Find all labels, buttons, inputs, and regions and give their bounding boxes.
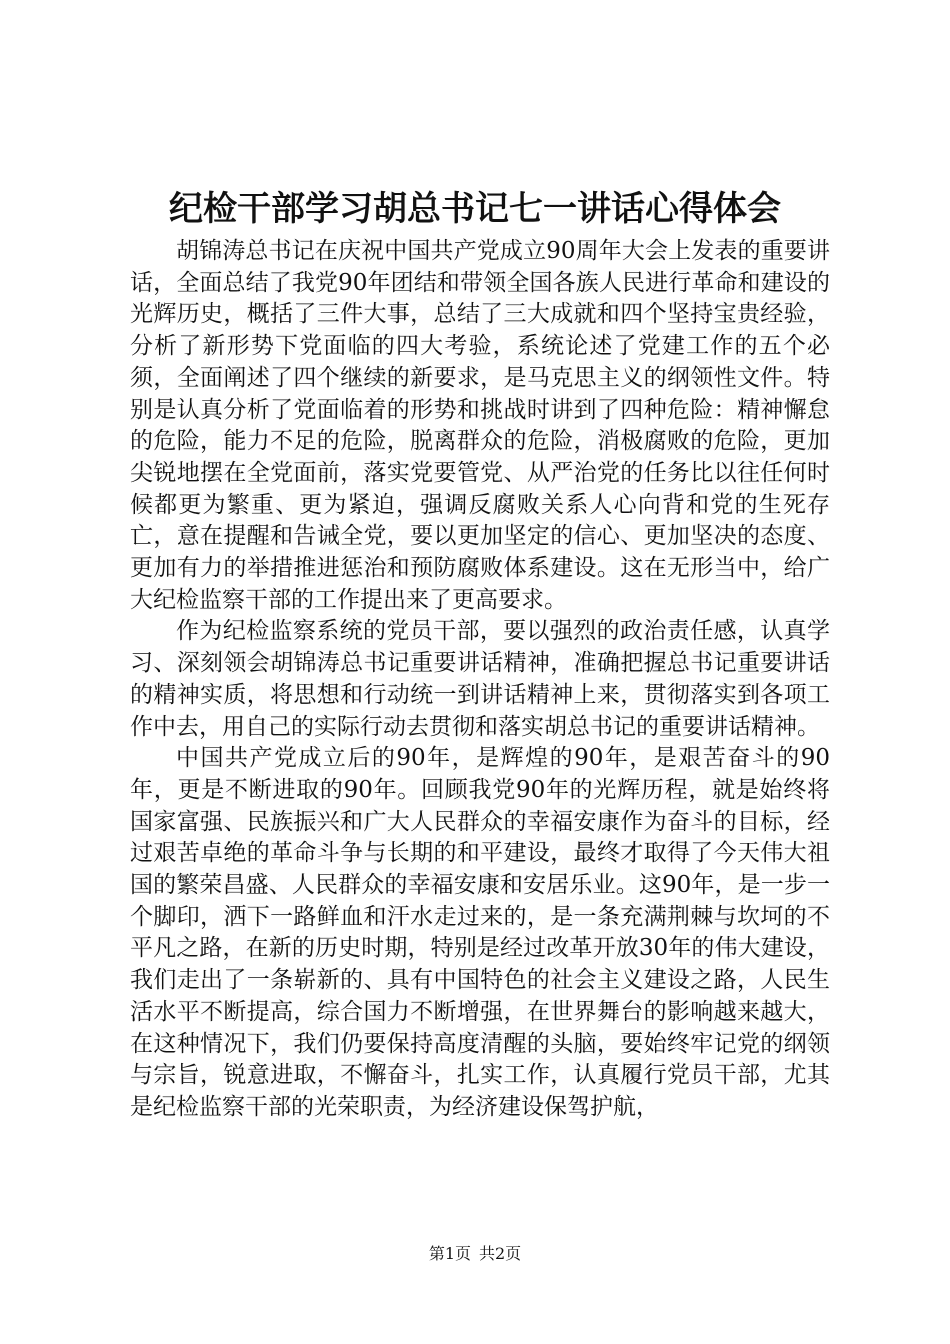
paragraph-2: 作为纪检监察系统的党员干部，要以强烈的政治责任感，认真学习、深刻领会胡锦涛总书记重要讲话精神，准确把握总书记重要讲话的精神实质，将思想和行动统一到讲话精神上来，贯彻落实到各项工作中去，用自己的实际行动去贯彻和落实胡总书记的重要讲话精神。 <box>130 618 830 740</box>
document-body <box>130 236 830 1124</box>
paragraph-3: 中国共产党成立后的90年，是辉煌的90年，是艰苦奋斗的90年，更是不断进取的90年。回顾我党90年的光辉历程，就是始终将国家富强、民族振兴和广大人民群众的幸福安康作为奋斗的目标，经过艰苦卓绝的革命斗争与长期的和平建设，最终才取得了今天伟大祖国的繁荣昌盛、人民群众的幸福安康和安居乐业。这90年，是一步一个脚印，洒下一路鲜血和汗水走过来的，是一条充满荆棘与坎坷的不平凡之路，在新的历史时期，特别是经过改革开放30年的伟大建设，我们走出了一条崭新的、具有中国特色的社会主义建设之路，人民生活水平不断提高，综合国力不断增强，在世界舞台的影响越来越大，在这种情况下，我们仍要保持高度清醒的头脑，要始终牢记党的纲领与宗旨，锐意进取，不懈奋斗，扎实工作，认真履行党员干部，尤其是纪检监察干部的光荣职责，为经济建设保驾护航， <box>130 745 830 1120</box>
document-title: 纪检干部学习胡总书记七一讲话心得体会 <box>169 189 781 229</box>
page-footer <box>0 1244 950 1264</box>
paragraph-1: 胡锦涛总书记在庆祝中国共产党成立90周年大会上发表的重要讲话，全面总结了我党90年团结和带领全国各族人民进行革命和建设的光辉历史，概括了三件大事，总结了三大成就和四个坚持宝贵经验，分析了新形势下党面临的四大考验，系统论述了党建工作的五个必须，全面阐述了四个继续的新要求，是马克思主义的纲领性文件。特别是认真分析了党面临着的形势和挑战时讲到了四种危险：精神懈怠的危险，能力不足的危险，脱离群众的危险，消极腐败的危险，更加尖锐地摆在全党面前，落实党要管党、从严治党的任务比以往任何时候都更为繁重、更为紧迫，强调反腐败关系人心向背和党的生死存亡，意在提醒和告诫全党，要以更加坚定的信心、更加坚决的态度、更加有力的举措推进惩治和预防腐败体系建设。这在无形当中，给广大纪检监察干部的工作提出来了更高要求。 <box>130 238 830 613</box>
page-number-current: 第1页 <box>428 1244 471 1263</box>
page-number-total: 共2页 <box>479 1244 522 1263</box>
